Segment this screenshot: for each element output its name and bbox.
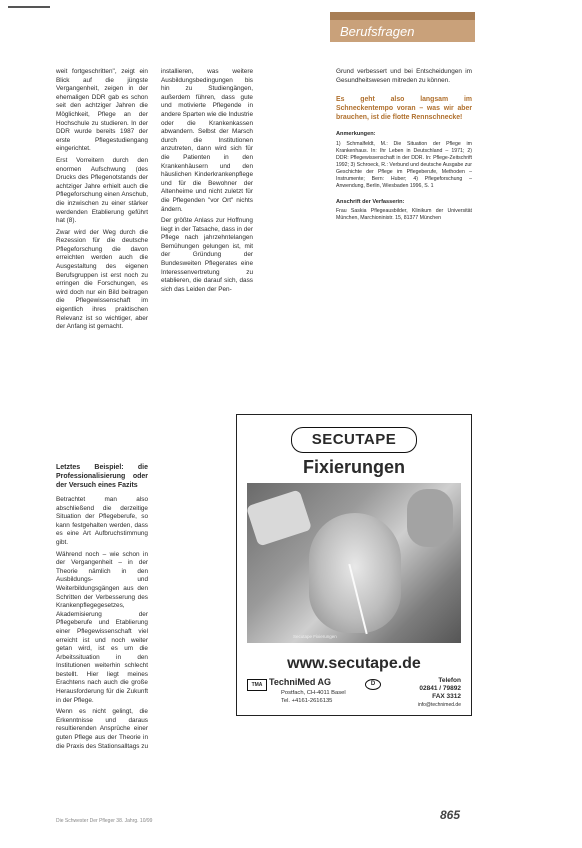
company-name: TechniMed AG: [269, 677, 332, 687]
section-tag: [330, 12, 475, 42]
country-badge-icon: D: [365, 679, 381, 690]
photo-arm: [247, 489, 312, 546]
paragraph: Zwar wird der Weg durch die Rezession für die deutsche Pflegeforschung die davon erreichten werden auch die Ausgestaltung des eigenen Berufsgruppen ist erst noch zu erringen die Forschungen, es wird doch nur ein Bild beitragen die Pflegewissenschaft im eigentlich ihres praktischen Relevanz ist so wichtiger, aber der Anfang ist gemacht.: [56, 228, 148, 331]
section-tag-bar: [330, 12, 475, 20]
paragraph: Der größte Anlass zur Hoffnung liegt in der Tatsache, dass in der Pflege nach jahrzehntelangen Bemühungen gelungen ist, mit der Gründung der Bundesweiten Pflegerates eine Interessenvertretung zu etablieren, die darauf sich, dass sich das Leiden der Pen-: [161, 217, 253, 293]
company-address: [281, 689, 346, 705]
paragraph: Betrachtet man also abschließend die derzeitige Situation der Pflegeberufe, so kann festgehalten werden, dass es eine Art Aufbruchstimmung gibt.: [56, 496, 148, 546]
column-1-lower: [56, 445, 148, 754]
ad-url-link[interactable]: www.secutape.de: [287, 655, 421, 672]
phone-number: 02841 / 79892: [419, 685, 461, 692]
references-label: Anmerkungen:: [336, 131, 376, 138]
paragraph: installieren, was weitere Ausbildungsbedingungen bis hin zu Studiengängen, außerdem führen, dass gute und motivierte Pflegende in andere Sparten wie die Industrie oder die Krankenkassen abwandern. Selbst der Marsch durch die Institutionen anzutreten, dann wird sich für die Patienten in den Krankenhäusern und den häuslichen Kinderkrankenpflege und für die Bewohner der Altenheime und nicht zuletzt für die Pflegenden "vor Ort" nichts ändern.: [161, 68, 254, 213]
references: 1) Schmalfeldt, M.: Die Situation der Pflege im Krankenhaus. In: Ihr Leben in Deutschland – 1971; 2) DDR: Pflegewissenschaft in der DDR. In: Pflege-Zeitschrift 1992; 3) Schroeck, R.: Verbund und deutsche Ausgabe zur Geschichte der Pflege im Pflegeberufe, Methoden – Instrumente; Bern: Huber; 4) Pflegeforschung – Anwendung, Berlin, Wiesbaden 1996, S. 1: [336, 140, 472, 189]
photo-hand: [407, 489, 453, 547]
paragraph: Während noch – wie schon in der Vergangenheit – in der Theorie nämlich in den Ausbildungs- und Weiterbildungsgängen aus den Schritten der Verbesserung des Krankenpflegegesetzes, Akademisierung der Pflegeberufe und Etablierung einer Pflegewissenschaft viel erreicht ist und noch weiter getan wird, ist es um die Arbeitssituation in den Institutionen weiterhin schlecht bestellt. Hier liegt meines Erachtens nach auch die große Herausforderung für die Zukunft in der Pflege.: [56, 550, 148, 704]
paragraph: Erst Vorreitern durch den enormen Aufschwung (des Drucks des Pflegenotstands der achtziger Jahre erhielt auch die Pflegeforschung einen Anschub, die inzwischen zu einer stärker werdenden Etablierung geführt hat (8).: [56, 156, 148, 225]
page-number: 865: [440, 808, 461, 822]
contact-info: [418, 677, 461, 709]
address-line: Tel. +4161-2616135: [281, 698, 333, 704]
paragraph: Grund verbessert und bei Entscheidungen im Gesundheitswesen mitreden zu können.: [336, 68, 472, 84]
paragraph: weit fortgeschritten", zeigt ein Blick auf die jüngste Vergangenheit, zeigen in der ehemaligen DDR gab es schon seit den achtziger Jahren die Möglichkeit, Pflege an der Hochschule zu studieren. In der DDR wurde bereits 1987 der erste Pflegestudiengang eingerichtet.: [56, 68, 148, 153]
photo-face: [309, 513, 401, 633]
ad-brand-logo: SECUTAPE: [291, 427, 417, 453]
phone-label: Telefon: [438, 677, 461, 684]
column-1: [56, 68, 148, 335]
top-rule: [8, 6, 50, 8]
ad-footer: [247, 677, 461, 709]
ad-photo: [247, 483, 461, 643]
author-address: Frau Saskia Pflegeausbilder, Klinikum der Universität München, Marchioninistr. 15, 81377 München: [336, 208, 472, 222]
company-logo-icon: TMA: [247, 679, 267, 691]
email-link[interactable]: info@technimed.de: [417, 702, 461, 708]
advertisement[interactable]: [236, 414, 472, 716]
paragraph: Wenn es nicht gelingt, die Erkenntnisse und daraus resultierenden Ansprüche einer guten Pflege aus der Theorie in die Praxis des Stationsalltags zu: [56, 708, 149, 750]
column-2: [161, 68, 253, 297]
fax-number: FAX 3312: [432, 693, 461, 700]
section-title: Berufsfragen: [340, 24, 415, 39]
photo-credit: Secutape Fixierungen: [293, 634, 337, 639]
column-3: [336, 68, 472, 225]
subheading: Letztes Beispiel: die Professionalisierung oder der Versuch eines Fazits: [56, 464, 148, 489]
footer-journal: Die Schwester Der Pfleger 38. Jahrg. 10/99: [56, 818, 153, 824]
address-line: Postfach, CH-4011 Basel: [281, 690, 346, 696]
ad-headline: Fixierungen: [302, 457, 405, 477]
author-label: Anschrift der Verfasserin:: [336, 198, 405, 205]
highlight-quote: Es geht also langsam im Schneckentempo voran – was wir aber brauchen, ist die flotte Rennschnecke!: [336, 96, 472, 122]
